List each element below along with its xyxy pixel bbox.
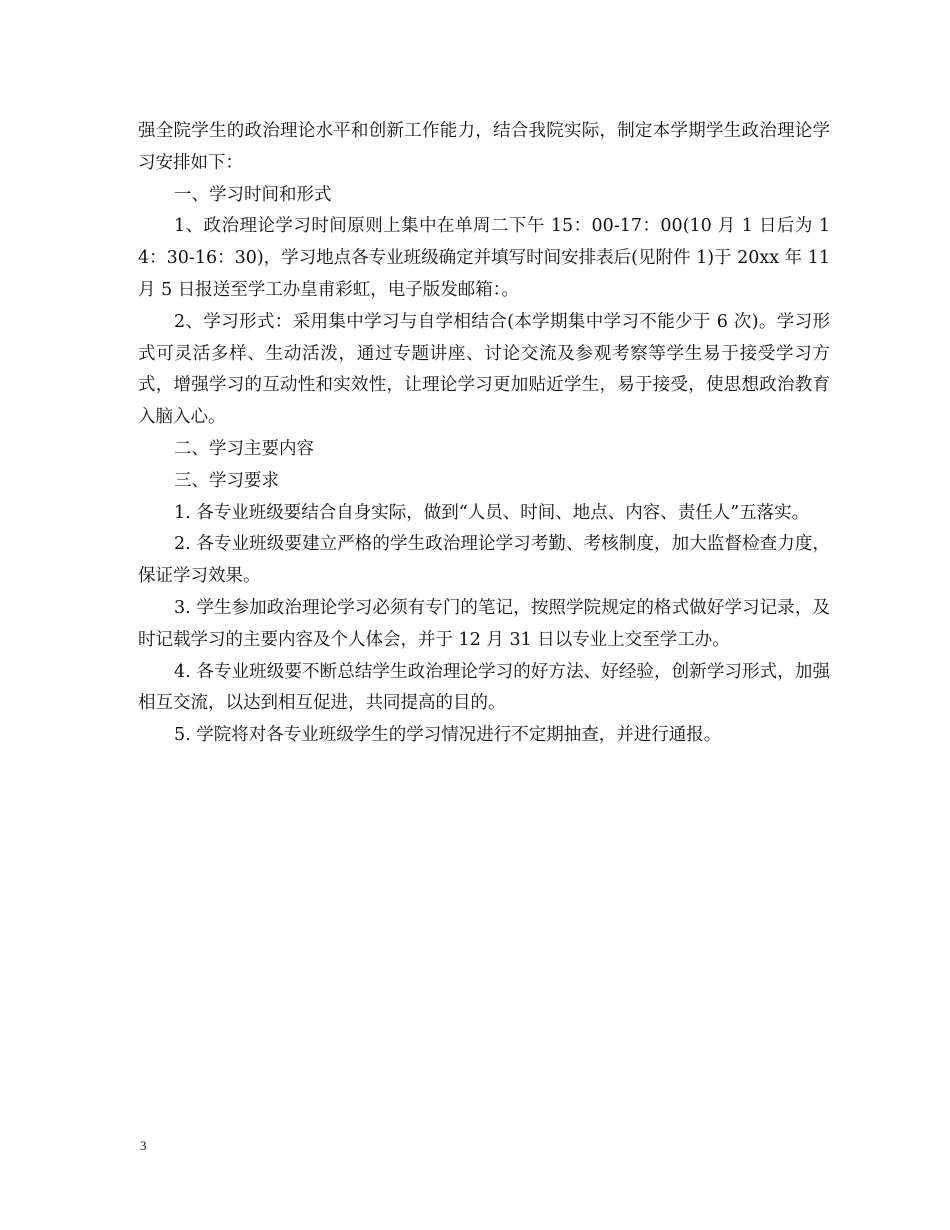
requirement-item-3: 3. 学生参加政治理论学习必须有专门的笔记，按照学院规定的格式做好学习记录，及时记载学习的主要内容及个人体会，并于 12 月 31 日以专业上交至学工办。: [138, 597, 830, 650]
section-heading-main-content: 二、学习主要内容: [174, 438, 314, 459]
intro-paragraph: 强全院学生的政治理论水平和创新工作能力，结合我院实际，制定本学期学生政治理论学习安排如下：: [138, 121, 830, 173]
paragraph-study-time: 1、政治理论学习时间原则上集中在单周二下午 15：00-17：00(10 月 1 日后为 14：30-16：30)，学习地点各专业班级确定并填写时间安排表后(见附件 1)于 20xx 年 11 月 5 日报送至学工办皇甫彩虹，电子版发邮箱：。: [138, 216, 830, 300]
document-body: [138, 116, 830, 752]
paragraph-study-form: 2、学习形式：采用集中学习与自学相结合(本学期集中学习不能少于 6 次)。学习形式可灵活多样、生动活泼，通过专题讲座、讨论交流及参观考察等学生易于接受学习方式，增强学习的互动性和实效性，让理论学习更加贴近学生，易于接受，使思想政治教育入脑入心。: [138, 311, 830, 428]
requirement-item-2: 2. 各专业班级要建立严格的学生政治理论学习考勤、考核制度，加大监督检查力度，保证学习效果。: [138, 534, 830, 587]
page-number: 3: [140, 1138, 147, 1153]
requirement-item-1: 1. 各专业班级要结合自身实际，做到“人员、时间、地点、内容、责任人”五落实。: [174, 502, 810, 523]
section-heading-requirements: 三、学习要求: [174, 470, 279, 491]
requirement-item-4: 4. 各专业班级要不断总结学生政治理论学习的好方法、好经验，创新学习形式，加强相互交流，以达到相互促进，共同提高的目的。: [138, 661, 830, 714]
section-heading-time-and-form: 一、学习时间和形式: [174, 184, 332, 205]
requirement-item-5: 5. 学院将对各专业班级学生的学习情况进行不定期抽查，并进行通报。: [174, 725, 722, 746]
